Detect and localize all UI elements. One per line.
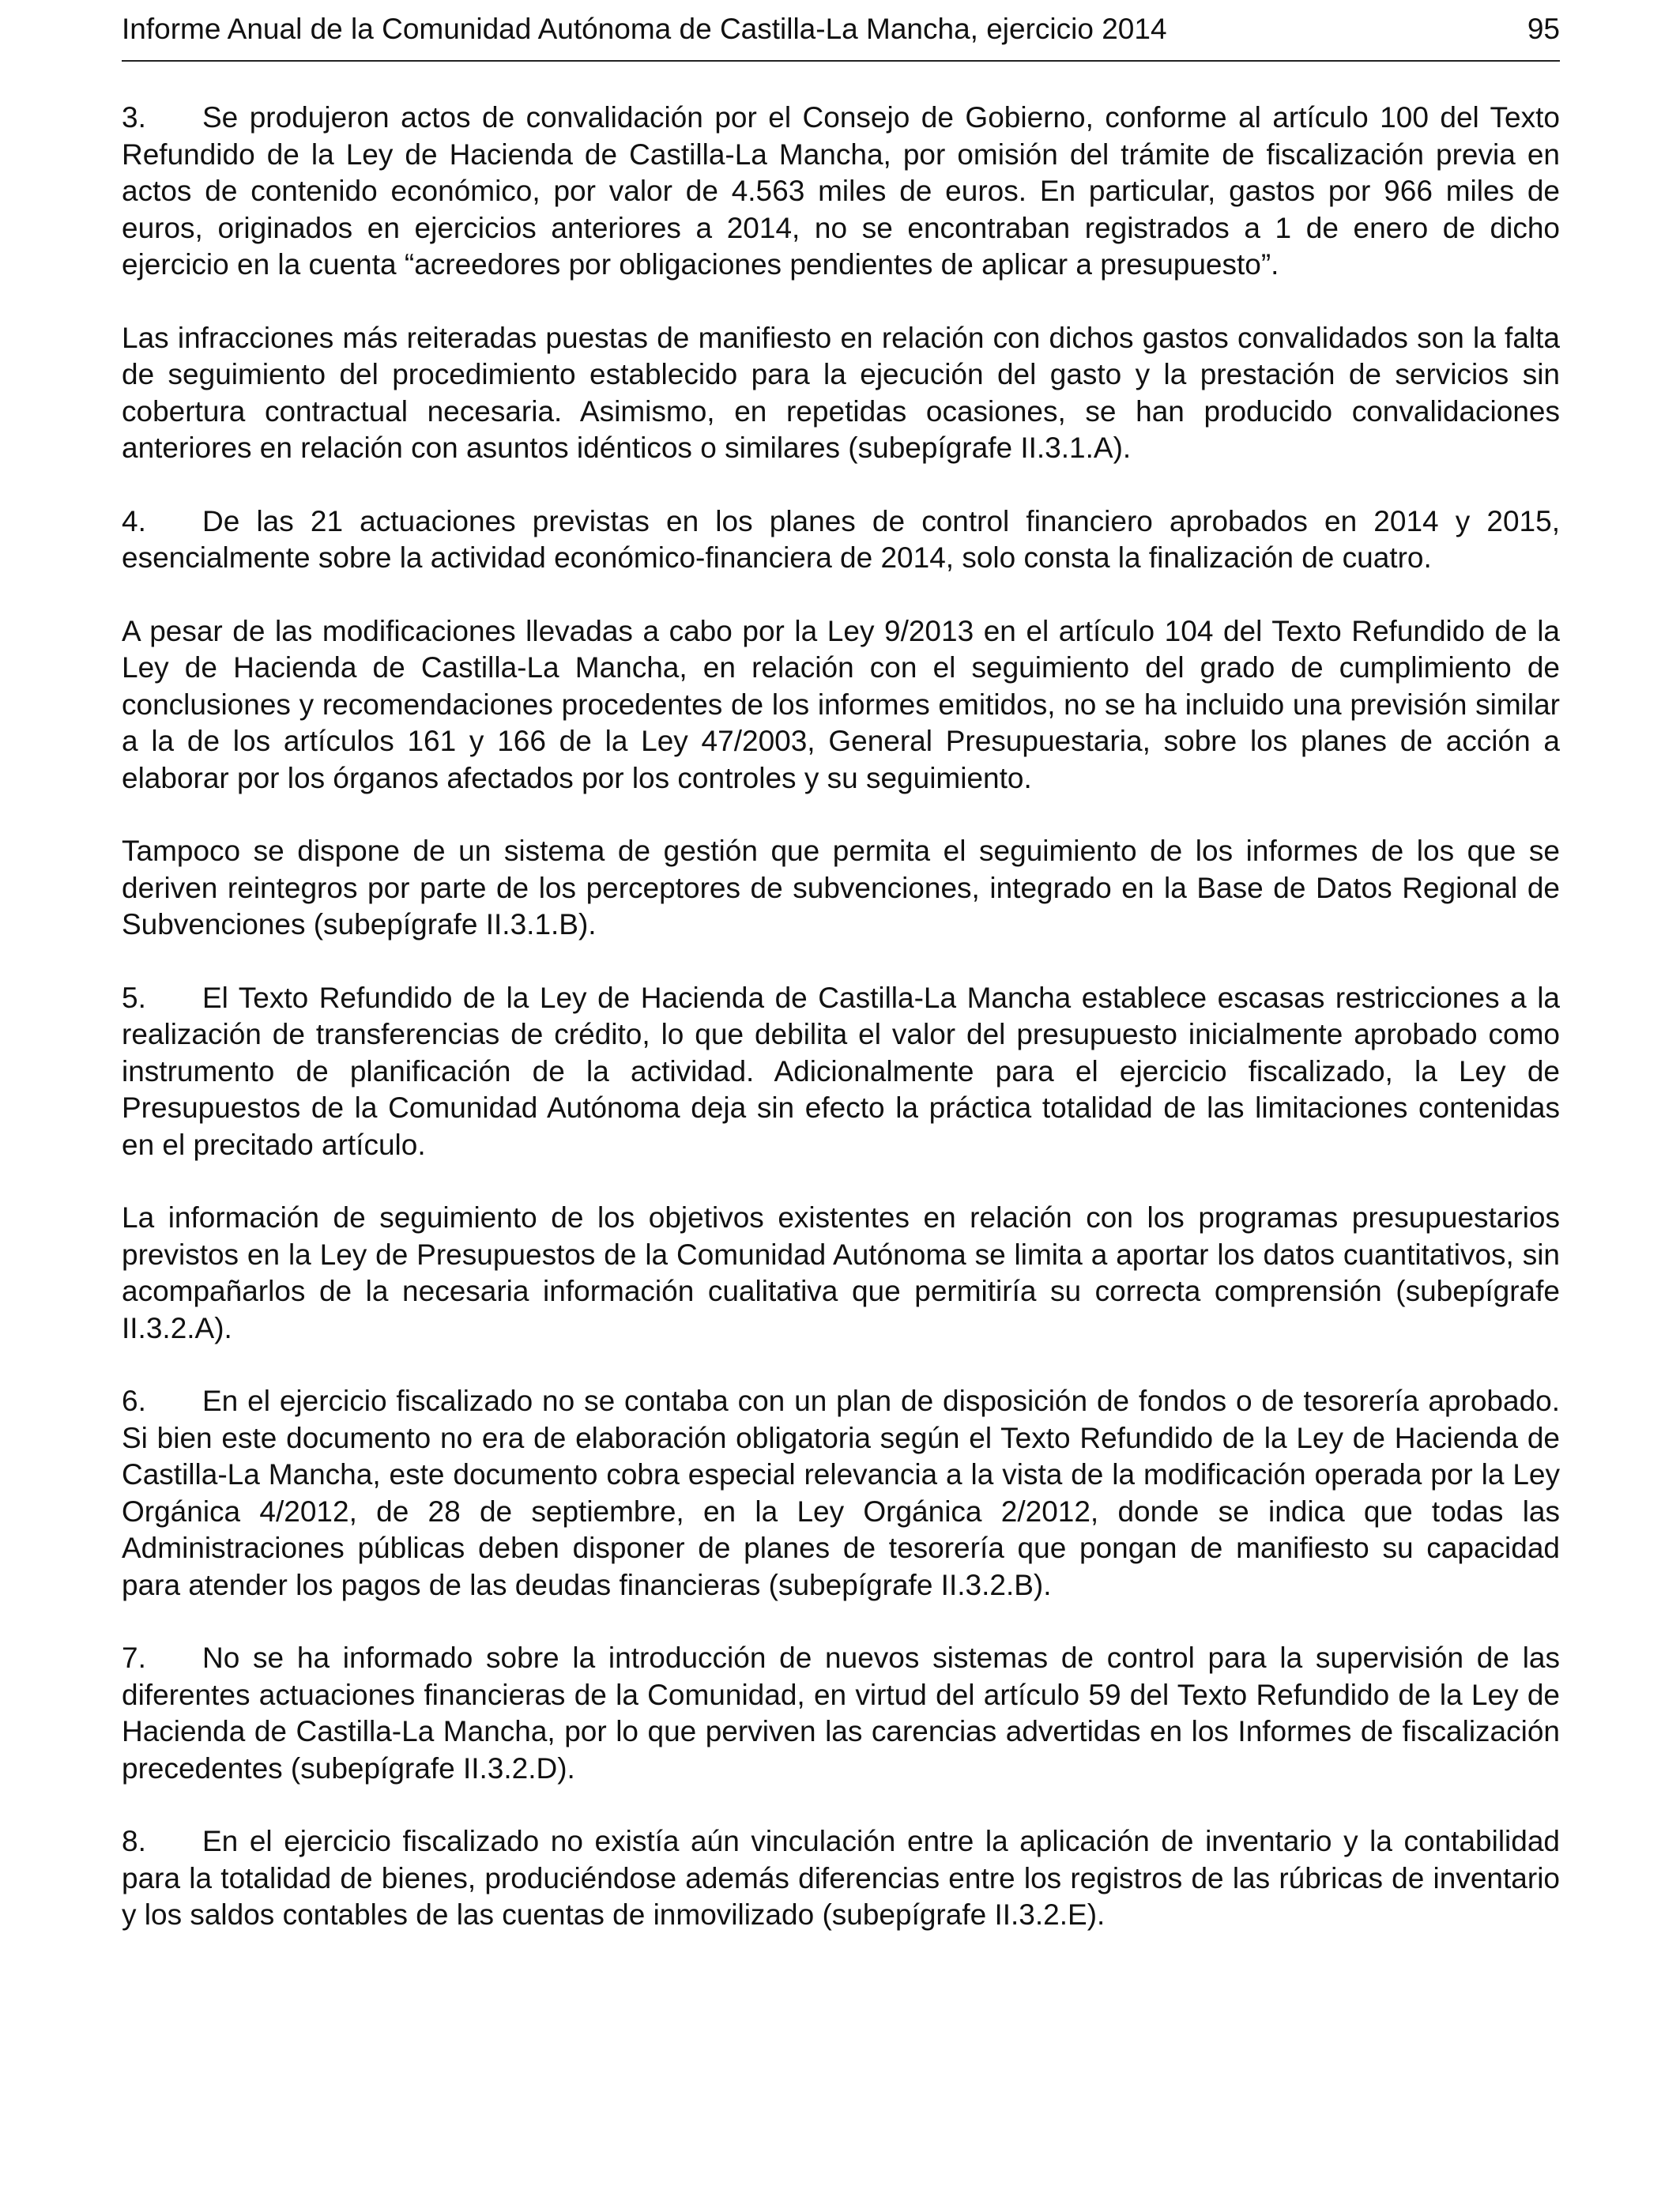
- paragraph-text: No se ha informado sobre la introducción de nuevos sistemas de control para la supervisión de las diferentes actuaciones financieras de la Comunidad, en virtud del artículo 59 del Texto Refundido de la Ley de Hacienda de Castilla-La Mancha, por lo que perviven las carencias advertidas en los Informes de fiscalización precedentes (subepígrafe II.3.2.D).: [122, 1642, 1560, 1785]
- paragraph-text: En el ejercicio fiscalizado no existía aún vinculación entre la aplicación de inventario y la contabilidad para la totalidad de bienes, produciéndose además diferencias entre los registros de las rúbricas de inventario y los saldos contables de las cuentas de inmovilizado (subepígrafe II.3.2.E).: [122, 1825, 1560, 1931]
- header-title: Informe Anual de la Comunidad Autónoma de Castilla-La Mancha, ejercicio 2014: [122, 13, 1167, 45]
- paragraph-3: [122, 100, 1560, 284]
- document-page: [122, 0, 1560, 1970]
- paragraph-4-continued-a: [122, 613, 1560, 797]
- paragraph-4-continued-b: [122, 833, 1560, 944]
- paragraph-4: [122, 503, 1560, 577]
- page-header: [122, 5, 1560, 62]
- paragraph-6: [122, 1383, 1560, 1604]
- paragraph-text: Se produjeron actos de convalidación por el Consejo de Gobierno, conforme al artículo 100 del Texto Refundido de la Ley de Hacienda de Castilla-La Mancha, por omisión del trámite de fiscalización previa en actos de contenido económico, por valor de 4.563 miles de euros. En particular, gastos por 966 miles de euros, originados en ejercicios anteriores a 2014, no se encontraban registrados a 1 de enero de dicho ejercicio en la cuenta “acreedores por obligaciones pendientes de aplicar a presupuesto”.: [122, 101, 1560, 281]
- page-number: 95: [1527, 13, 1560, 45]
- paragraph-5: [122, 980, 1560, 1164]
- paragraph-text: Las infracciones más reiteradas puestas de manifiesto en relación con dichos gastos convalidados son la falta de seguimiento del procedimiento establecido para la ejecución del gasto y la prestación de servicios sin cobertura contractual necesaria. Asimismo, en repetidas ocasiones, se han producido convalidaciones anteriores en relación con asuntos idénticos o similares (subepígrafe II.3.1.A).: [122, 321, 1560, 464]
- paragraph-number: 5.: [122, 981, 146, 1014]
- paragraph-text: La información de seguimiento de los objetivos existentes en relación con los programas presupuestarios previstos en la Ley de Presupuestos de la Comunidad Autónoma se limita a aportar los datos cuantitativos, sin acompañarlos de la necesaria información cualitativa que permitiría su correcta comprensión (subepígrafe II.3.2.A).: [122, 1201, 1560, 1344]
- paragraph-text: A pesar de las modificaciones llevadas a cabo por la Ley 9/2013 en el artículo 104 del Texto Refundido de la Ley de Hacienda de Castilla-La Mancha, en relación con el seguimiento del grado de cumplimiento de conclusiones y recomendaciones procedentes de los informes emitidos, no se ha incluido una previsión similar a la de los artículos 161 y 166 de la Ley 47/2003, General Presupuestaria, sobre los planes de acción a elaborar por los órganos afectados por los controles y su seguimiento.: [122, 614, 1560, 794]
- paragraph-text: De las 21 actuaciones previstas en los planes de control financiero aprobados en 2014 y 2015, esencialmente sobre la actividad económico-financiera de 2014, solo consta la finalización de cuatro.: [122, 504, 1560, 574]
- paragraph-3-continued: [122, 320, 1560, 467]
- paragraph-7: [122, 1640, 1560, 1787]
- paragraph-8: [122, 1823, 1560, 1934]
- paragraph-text: Tampoco se dispone de un sistema de gestión que permita el seguimiento de los informes de los que se deriven reintegros por parte de los perceptores de subvenciones, integrado en la Base de Datos Regional de Subvenciones (subepígrafe II.3.1.B).: [122, 835, 1560, 941]
- paragraph-number: 8.: [122, 1825, 146, 1857]
- paragraph-number: 3.: [122, 101, 146, 134]
- paragraph-text: En el ejercicio fiscalizado no se contaba con un plan de disposición de fondos o de tesorería aprobado. Si bien este documento no era de elaboración obligatoria según el Texto Refundido de la Ley de Hacienda de Castilla-La Mancha, este documento cobra especial relevancia a la vista de la modificación operada por la Ley Orgánica 4/2012, de 28 de septiembre, en la Ley Orgánica 2/2012, donde se indica que todas las Administraciones públicas deben disponer de planes de tesorería que pongan de manifiesto su capacidad para atender los pagos de las deudas financieras (subepígrafe II.3.2.B).: [122, 1385, 1560, 1601]
- document-body: [122, 100, 1560, 1934]
- paragraph-text: El Texto Refundido de la Ley de Hacienda de Castilla-La Mancha establece escasas restricciones a la realización de transferencias de crédito, lo que debilita el valor del presupuesto inicialmente aprobado como instrumento de planificación de la actividad. Adicionalmente para el ejercicio fiscalizado, la Ley de Presupuestos de la Comunidad Autónoma deja sin efecto la práctica totalidad de las limitaciones contenidas en el precitado artículo.: [122, 981, 1560, 1161]
- paragraph-number: 4.: [122, 504, 146, 537]
- paragraph-number: 7.: [122, 1642, 146, 1674]
- paragraph-5-continued: [122, 1200, 1560, 1347]
- paragraph-number: 6.: [122, 1385, 146, 1417]
